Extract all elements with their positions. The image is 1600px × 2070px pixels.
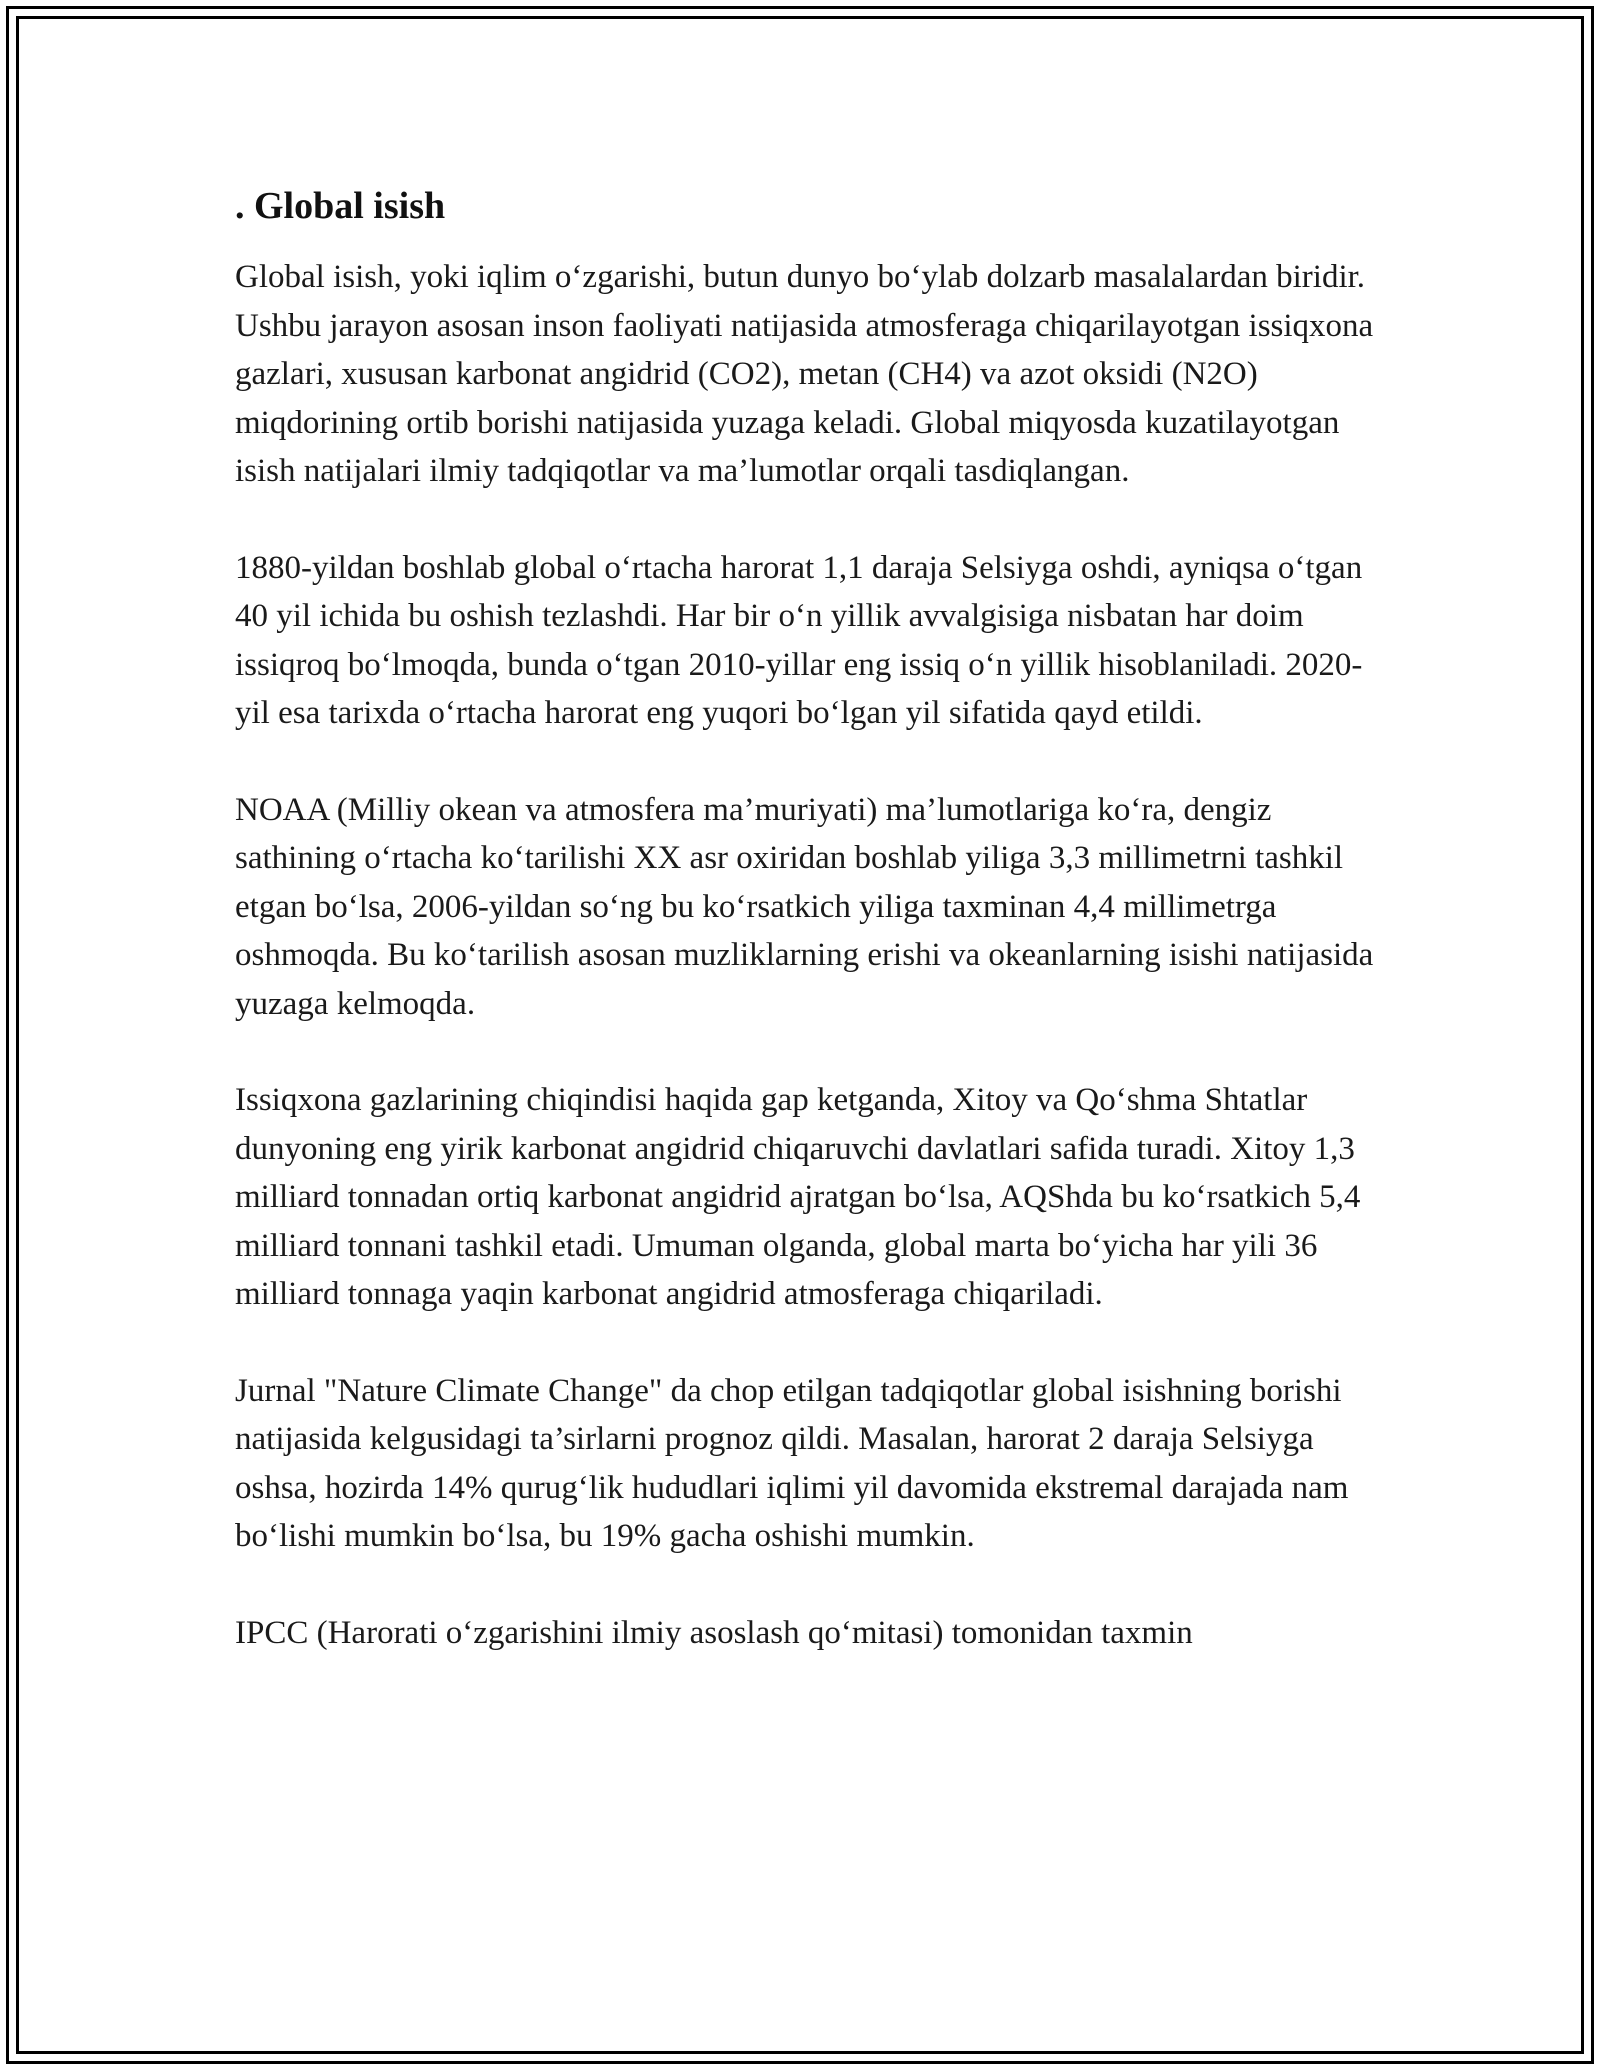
paragraph-emissions: Issiqxona gazlarining chiqindisi haqida gap ketganda, Xitoy va Qo‘shma Shtatlar dunyoning eng yirik karbonat angidrid chiqaruvchi davlatlari safida turadi. Xitoy 1,3 milliard tonnadan ortiq karbonat angidrid ajratgan bo‘lsa, AQShda bu ko‘rsatkich 5,4 milliard tonnani tashkil etadi. Umuman olganda, global marta bo‘yicha har yili 36 milliard tonnaga yaqin karbonat angidrid atmosferaga chiqariladi. <box>235 1082 1361 1312</box>
paragraph-ipcc: IPCC (Harorati o‘zgarishini ilmiy asoslash qo‘mitasi) tomonidan taxmin <box>235 1614 1193 1651</box>
paragraph-intro: Global isish, yoki iqlim o‘zgarishi, butun dunyo bo‘ylab dolzarb masalalardan biridir. Ushbu jarayon asosan inson faoliyati natijasida atmosferaga chiqarilayotgan issiqxona gazlari, xususan karbonat angidrid (CO2), metan (CH4) va azot oksidi (N2O) miqdorining ortib borishi natijasida yuzaga keladi. Global miqyosda kuzatilayotgan isish natijalari ilmiy tadqiqotlar va ma’lumotlar orqali tasdiqlangan. <box>235 259 1374 489</box>
paragraph-forecast: Jurnal "Nature Climate Change" da chop etilgan tadqiqotlar global isishning borishi natijasida kelgusidagi ta’sirlarni prognoz qildi. Masalan, harorat 2 daraja Selsiyga oshsa, hozirda 14% qurug‘lik hududlari iqlimi yil davomida ekstremal darajada nam bo‘lishi mumkin bo‘lsa, bu 19% gacha oshishi mumkin. <box>235 1372 1349 1554</box>
paragraph-temperature: 1880-yildan boshlab global o‘rtacha harorat 1,1 daraja Selsiyga oshdi, ayniqsa o‘tgan 40 yil ichida bu oshish tezlashdi. Har bir o‘n yillik avvalgisiga nisbatan har doim issiqroq bo‘lmoqda, bunda o‘tgan 2010-yillar eng issiq o‘n yillik hisoblaniladi. 2020-yil esa tarixda o‘rtacha harorat eng yuqori bo‘lgan yil sifatida qayd etildi. <box>235 549 1363 731</box>
document-title: . Global isish <box>235 185 446 227</box>
document-body <box>235 183 1375 1705</box>
paragraph-sea-level: NOAA (Milliy okean va atmosfera ma’muriyati) ma’lumotlariga ko‘ra, dengiz sathining o‘rtacha ko‘tarilishi XX asr oxiridan boshlab yiliga 3,3 millimetrni tashkil etgan bo‘lsa, 2006-yildan so‘ng bu ko‘rsatkich yiliga taxminan 4,4 millimetrga oshmoqda. Bu ko‘tarilish asosan muzliklarning erishi va okeanlarning isishi natijasida yuzaga kelmoqda. <box>235 791 1374 1022</box>
